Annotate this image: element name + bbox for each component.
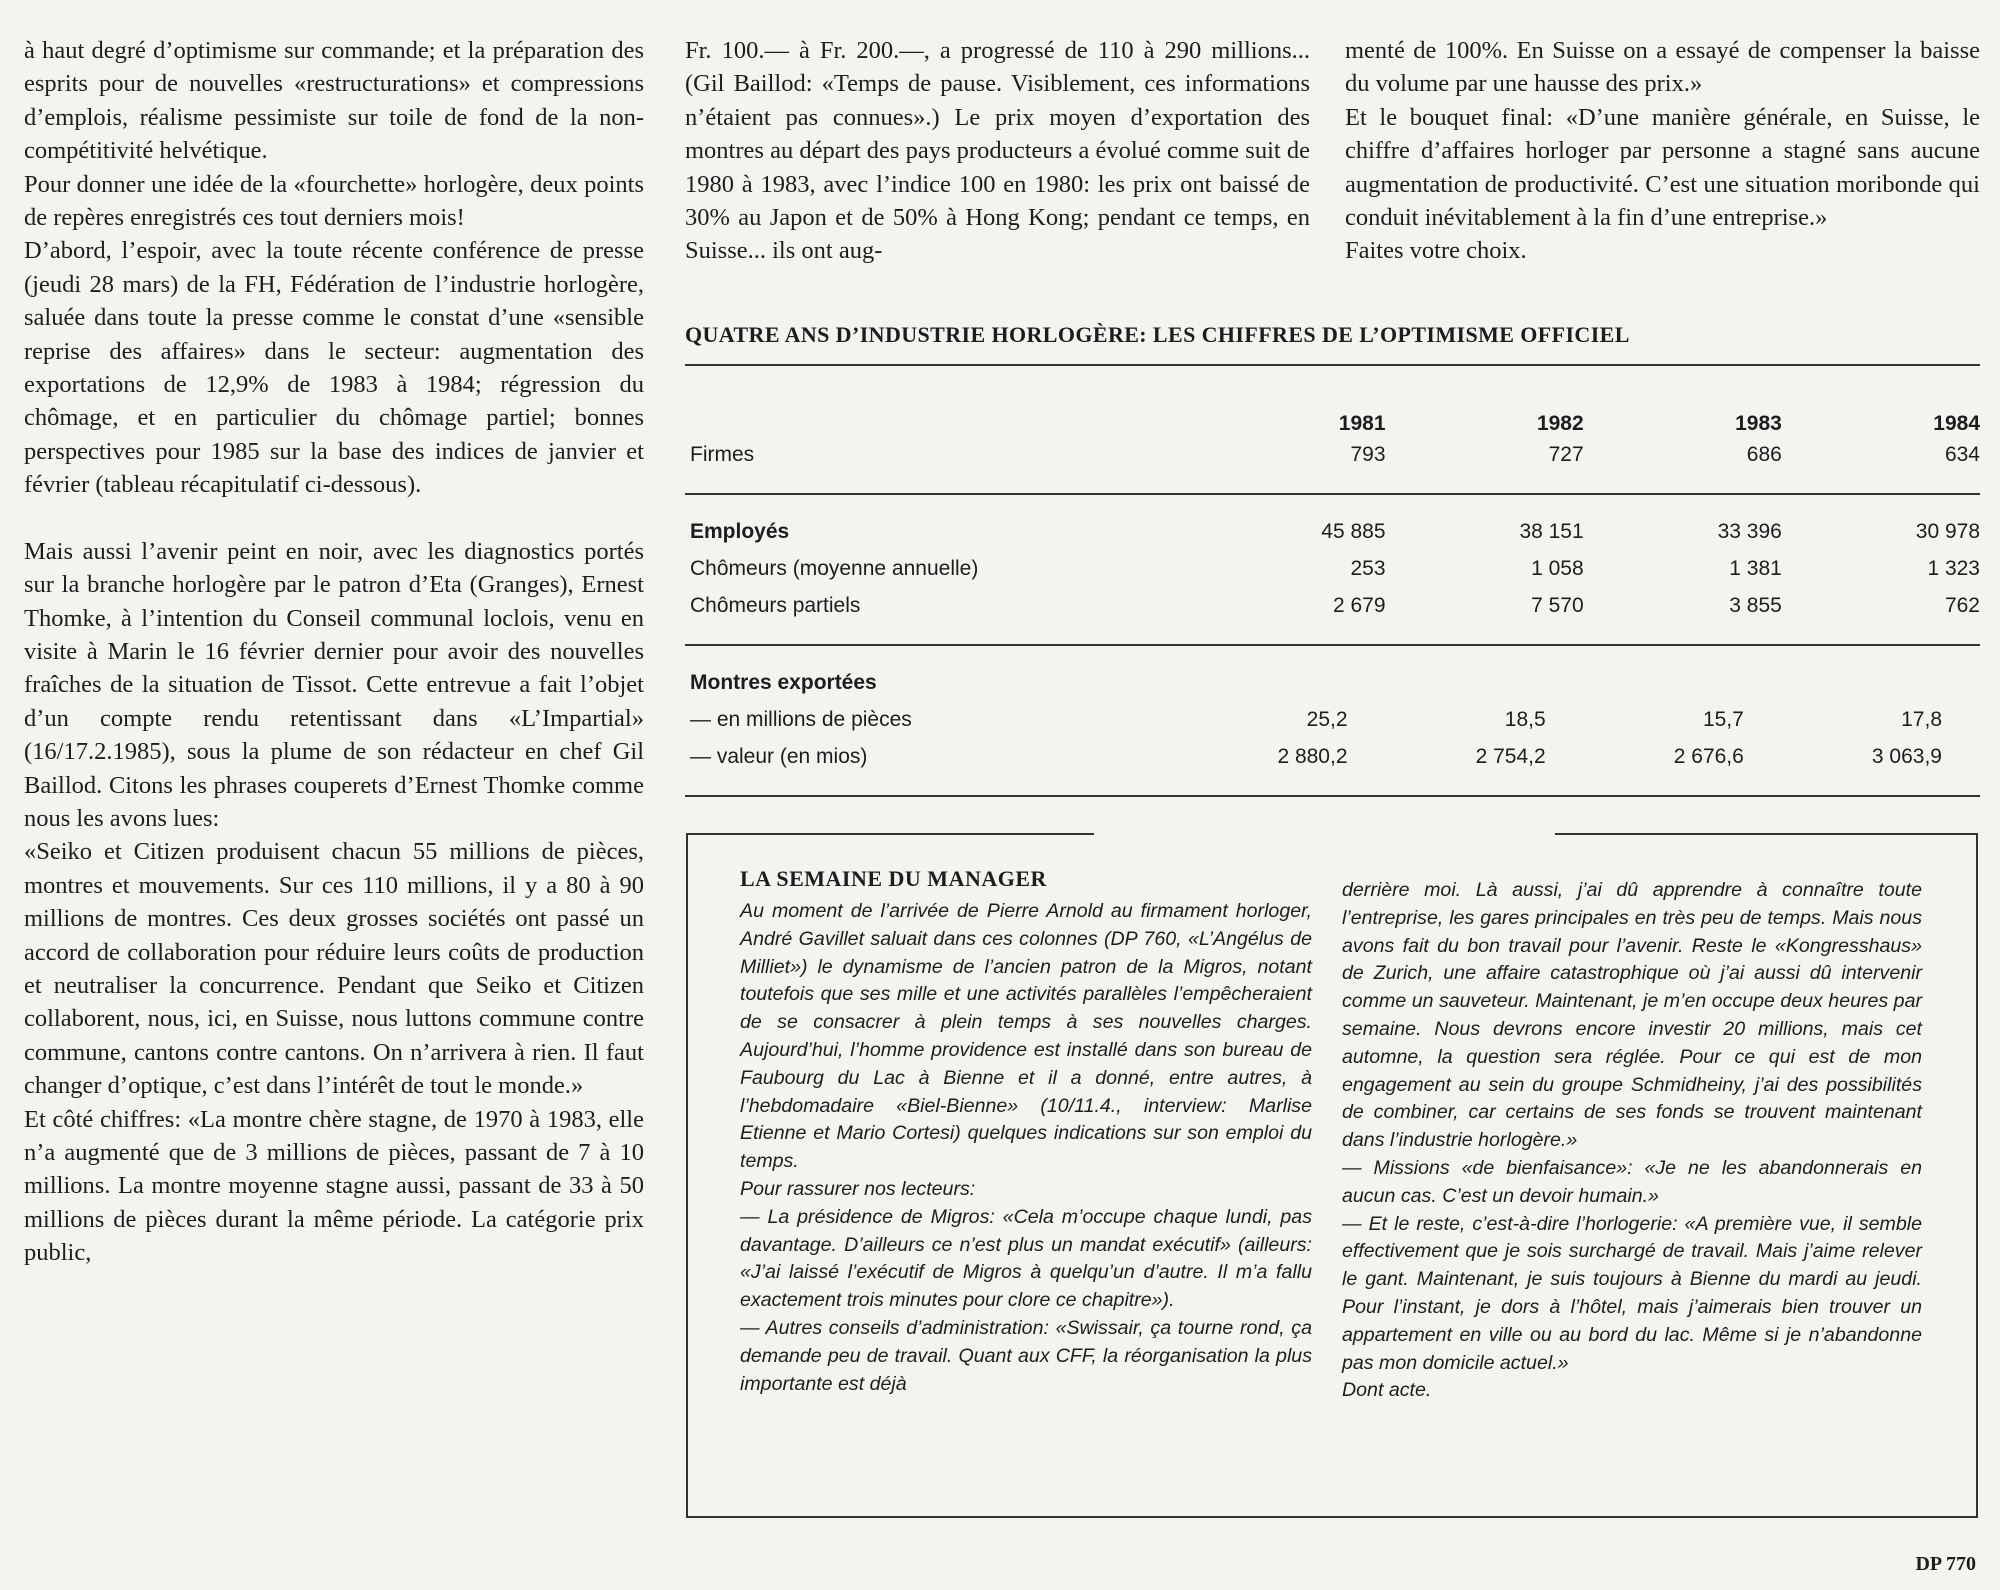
value-cell: 2 880,2 <box>1277 744 1348 768</box>
year-cell: 1981 <box>1338 412 1386 435</box>
value-cell: 25,2 <box>1306 707 1348 731</box>
table-title: QUATRE ANS D’INDUSTRIE HORLOGÈRE: LES CHIFFRES DE L’OPTIMISME OFFICIEL <box>685 322 1630 347</box>
value-cell: 3 063,9 <box>1871 744 1942 768</box>
value-cell: 727 <box>1548 442 1584 466</box>
value-cell: 686 <box>1746 442 1782 466</box>
year-cell: 1984 <box>1933 412 1980 435</box>
paragraph: Pour donner une idée de la «fourchette» horlogère, deux points de repères enregistrés ces tout derniers mois! <box>24 170 644 232</box>
value-cell: 17,8 <box>1901 707 1942 731</box>
paragraph: Faites votre choix. <box>1345 237 1527 265</box>
table-divider <box>685 473 1980 513</box>
value-cell: 634 <box>1944 442 1980 466</box>
table-row <box>685 664 1980 701</box>
year-cell: 1982 <box>1536 412 1584 435</box>
row-label: — en millions de pièces <box>690 707 912 731</box>
box-top-rule <box>686 833 1094 835</box>
value-cell: 7 570 <box>1531 593 1584 617</box>
paragraph: derrière moi. Là aussi, j’ai dû apprendre à connaître toute l’entreprise, les gares principales en très peu de temps. Mais nous avons fait du bon travail pour l’avenir. Reste le «Kongresshaus» de Zurich, une affaire catastrophique où j’ai aussi dû intervenir comme un sauveteur. Maintenant, je m’en occupe deux heures par semaine. Nous devrons encore investir 20 millions, mais cet automne, la question sera réglée. Pour ce qui est de mon engagement au sein du groupe Schmidheiny, j’ai des possibilités de combiner, car certains de ses fonds se trouvent maintenant dans l’industrie horlogère.» <box>1342 879 1922 1152</box>
paragraph: Dont acte. <box>1342 1379 1432 1402</box>
paragraph: — Et le reste, c’est-à-dire l’horlogerie: «A première vue, il semble effectivement que je sois surchargé de travail. Mais j’aime relever le gant. Maintenant, je suis toujours à Bienne du mardi au jeudi. Pour l’instant, je dors à l’hôtel, mais j’aimerais bien trouver un appartement en ville ou au bord du lac. Même si je n’abandonne pas mon domicile actuel.» <box>1342 1212 1922 1374</box>
value-cell: 793 <box>1350 442 1386 466</box>
table-row <box>685 513 1980 550</box>
table-divider <box>685 775 1980 815</box>
paragraph: Mais aussi l’avenir peint en noir, avec les diagnostics portés sur la branche horlogère par le patron d’Eta (Granges), Ernest Thomke, à l’intention du Conseil communal loclois, venu en visite à Marin le 16 février dernier pour avoir des nouvelles fraîches de la situation de Tissot. Cette entrevue a fait l’objet d’un compte rendu retentissant dans «L’Impartial» (16/17.2.1985), sous la plume de son rédacteur en chef Gil Baillod. Citons les phrases couperets d’Ernest Thomke comme nous les avons lues: <box>24 537 644 832</box>
row-label: Chômeurs (moyenne annuelle) <box>690 556 979 580</box>
value-cell: 1 323 <box>1927 556 1980 580</box>
value-cell: 30 978 <box>1915 519 1980 543</box>
table-row <box>685 587 1980 624</box>
table-row <box>685 550 1980 587</box>
value-cell: 1 058 <box>1531 556 1584 580</box>
manager-column-right <box>1342 877 1922 1405</box>
row-label: Firmes <box>690 442 755 466</box>
value-cell: 3 855 <box>1729 593 1782 617</box>
manager-text <box>740 898 1312 1398</box>
value-cell: 2 676,6 <box>1673 744 1744 768</box>
value-cell: 253 <box>1350 556 1386 580</box>
article-column-2 <box>685 34 1310 268</box>
row-label: — valeur (en mios) <box>690 744 868 768</box>
value-cell: 38 151 <box>1519 519 1584 543</box>
paragraph: Et côté chiffres: «La montre chère stagne, de 1970 à 1983, elle n’a augmenté que de 3 millions de pièces, passant de 7 à 10 millions. La montre moyenne stagne aussi, passant de 33 à 50 millions de pièces durant la même période. La catégorie prix public, <box>24 1105 644 1267</box>
year-cell: 1983 <box>1735 412 1782 435</box>
row-label: Chômeurs partiels <box>690 593 861 617</box>
article-column-3 <box>1345 34 1980 268</box>
row-label: Montres exportées <box>690 670 877 694</box>
table-divider <box>685 624 1980 664</box>
paragraph: à haut degré d’optimisme sur commande; et la préparation des esprits pour de nouvelles «restructurations» et compressions d’emplois, réalisme pessimiste sur toile de fond de la non-compétitivité helvétique. <box>24 37 644 165</box>
paragraph: menté de 100%. En Suisse on a essayé de compenser la baisse du volume par une hausse des prix.» <box>1345 37 1980 98</box>
statistics-table-section <box>685 322 1980 815</box>
table-row <box>685 701 1980 738</box>
paragraph: — La présidence de Migros: «Cela m’occupe chaque lundi, pas davantage. D’ailleurs ce n’est plus un mandat exécutif» (ailleurs: «J’ai laissé l’exécutif de Migros à quelqu’un d’autre. Il m’a fallu exactement trois minutes pour clore ce chapitre»). <box>740 1205 1312 1312</box>
paragraph: «Seiko et Citizen produisent chacun 55 millions de pièces, montres et mouvements. Sur ces 110 millions, il y a 80 à 90 millions de montres. Ces deux grosses sociétés ont passé un accord de collaboration pour réduire leurs coûts de production et neutraliser la concurrence. Pendant que Seiko et Citizen collaborent, nous, ici, en Suisse, nous luttons commune contre commune, cantons contre cantons. On n’arrivera à rien. Il faut changer d’optique, c’est dans l’intérêt de tout le monde.» <box>24 838 644 1100</box>
manager-title: LA SEMAINE DU MANAGER <box>740 866 1047 891</box>
value-cell: 15,7 <box>1702 707 1744 731</box>
paragraph: — Missions «de bienfaisance»: «Je ne les abandonnerais en aucun cas. C’est un devoir humain.» <box>1342 1156 1922 1207</box>
paragraph: Au moment de l’arrivée de Pierre Arnold au firmament horloger, André Gavillet saluait dans ces colonnes (DP 760, «L’Angélus de Milliet») le dynamisme de l’ancien patron de la Migros, notant toutefois que ses mille et une activités parallèles l’empêcheraient de se consacrer à plein temps à ses nouvelles charges. Aujourd’hui, l’homme providence est installé dans son bureau de Faubourg du Lac à Bienne et il a donné, entre autres, à l’hebdomadaire «Biel-Bienne» (10/11.4., interview: Marlise Etienne et Mario Cortesi) quelques indications sur son emploi du temps. <box>740 900 1312 1173</box>
article-column-1 <box>24 34 644 1270</box>
value-cell: 762 <box>1944 593 1980 617</box>
paragraph: — Autres conseils d’administration: «Swissair, ça tourne rond, ça demande peu de travail. Quant aux CFF, la réorganisation la plus importante est déjà <box>740 1316 1312 1395</box>
paragraph: Et le bouquet final: «D’une manière générale, en Suisse, le chiffre d’affaires horloger par personne a stagné sans aucune augmentation de productivité. C’est une situation moribonde qui conduit inévitablement à la fin d’une entreprise.» <box>1345 103 1980 232</box>
table-row <box>685 738 1980 775</box>
statistics-table <box>685 366 1980 815</box>
value-cell: 18,5 <box>1504 707 1546 731</box>
paragraph: Pour rassurer nos lecteurs: <box>740 1177 976 1200</box>
value-cell: 33 396 <box>1717 519 1782 543</box>
box-top-rule <box>1555 833 1978 835</box>
value-cell: 1 381 <box>1729 556 1782 580</box>
value-cell: 2 754,2 <box>1475 744 1546 768</box>
page-number: DP 770 <box>1915 1553 1976 1575</box>
paragraph: D’abord, l’espoir, avec la toute récente conférence de presse (jeudi 28 mars) de la FH, Fédération de l’industrie horlogère, saluée dans toute la presse comme le constat d’une «sensible reprise des affaires» dans le secteur: augmentation des exportations de 12,9% de 1983 à 1984; régression du chômage, et en particulier du chômage partiel; bonnes perspectives pour 1985 sur la base des indices de janvier et février (tableau récapitulatif ci-dessous). <box>24 237 644 499</box>
table-row <box>685 436 1980 473</box>
value-cell: 2 679 <box>1332 593 1386 617</box>
paragraph: Fr. 100.— à Fr. 200.—, a progressé de 110 à 290 millions... (Gil Baillod: «Temps de pause. Visiblement, ces informations n’étaient pas connues».) Le prix moyen d’exportation des montres au départ des pays producteurs a évolué comme suit de 1980 à 1983, avec l’indice 100 en 1980: les prix ont baissé de 30% au Japon et de 50% à Hong Kong; pendant ce temps, en Suisse... ils ont aug- <box>685 37 1310 265</box>
manager-column-left <box>740 866 1312 1398</box>
table-header-row <box>685 366 1980 436</box>
row-label: Employés <box>690 519 790 543</box>
value-cell: 45 885 <box>1321 519 1386 543</box>
